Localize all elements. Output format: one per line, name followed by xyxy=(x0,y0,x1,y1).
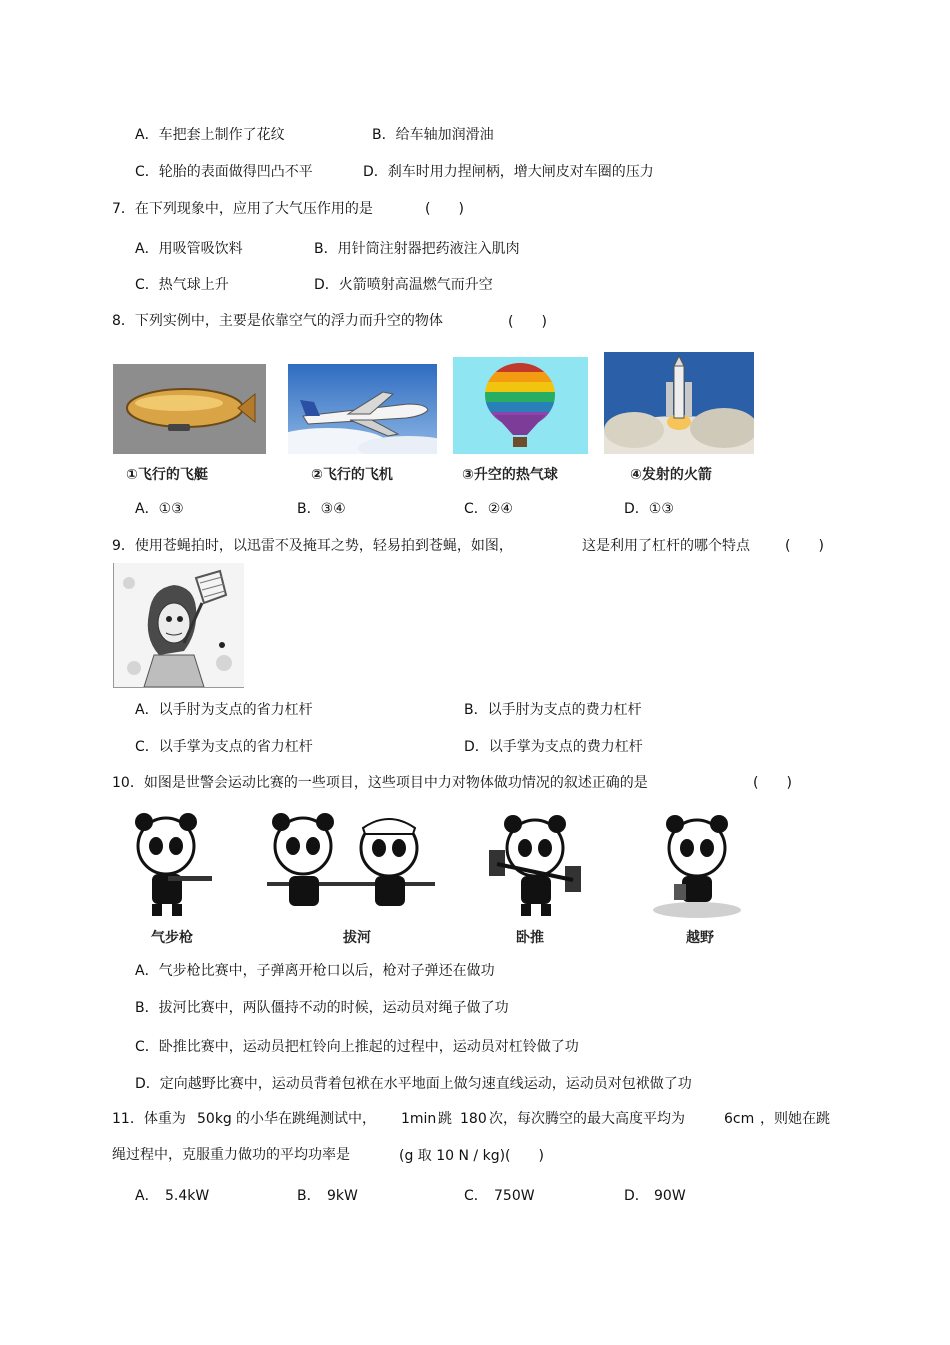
q10-option-c: C．卧推比赛中，运动员把杠铃向上推起的过程中，运动员对杠铃做了功 xyxy=(135,1039,579,1055)
q11-stem-part3: 跳 xyxy=(438,1111,452,1127)
q11-mass: 50kg xyxy=(197,1111,232,1127)
q11-stem-part4: 次，每次腾空的最大高度平均为 xyxy=(489,1111,685,1127)
balloon-caption: ③升空的热气球 xyxy=(462,467,558,483)
airplane-image xyxy=(288,364,437,454)
cross-country-panda-image xyxy=(650,810,745,920)
q6-option-d: D．刹车时用力捏闸柄，增大闸皮对车圈的压力 xyxy=(363,164,654,180)
q11-option-b-label: B． xyxy=(297,1188,321,1204)
q11-option-b-value: 9kW xyxy=(327,1188,358,1204)
q9-option-c: C．以手掌为支点的省力杠杆 xyxy=(135,739,313,755)
cross-country-caption: 越野 xyxy=(686,930,714,946)
airship-image xyxy=(113,364,266,454)
q10-answer-paren: ( ) xyxy=(753,775,792,791)
q11-stem-line2: 绳过程中，克服重力做功的平均功率是 xyxy=(112,1147,350,1163)
q11-option-c-value: 750W xyxy=(494,1188,535,1204)
q8-option-c: C．②④ xyxy=(464,501,513,517)
q10-stem: 10．如图是世警会运动比赛的一些项目，这些项目中力对物体做功情况的叙述正确的是 xyxy=(112,775,648,791)
q11-option-a-value: 5.4kW xyxy=(165,1188,210,1204)
q11-height: 6cm xyxy=(724,1111,755,1127)
rocket-launch-image xyxy=(604,352,754,454)
q11-stem-part5: ，则她在跳 xyxy=(760,1111,830,1127)
q11-g-note: (g 取 10 N / kg)( ) xyxy=(399,1148,544,1164)
q11-option-c-label: C． xyxy=(464,1188,488,1204)
q9-option-d: D．以手掌为支点的费力杠杆 xyxy=(464,739,643,755)
air-rifle-caption: 气步枪 xyxy=(151,930,193,946)
hot-air-balloon-image xyxy=(453,357,588,454)
rocket-caption: ④发射的火箭 xyxy=(630,467,712,483)
q9-answer-paren: ( ) xyxy=(785,538,824,554)
q9-stem-part2: 这是利用了杠杆的哪个特点 xyxy=(582,538,750,554)
airship-caption: ①飞行的飞艇 xyxy=(126,467,208,483)
q10-option-a: A．气步枪比赛中，子弹离开枪口以后，枪对子弹还在做功 xyxy=(135,963,495,979)
airplane-caption: ②飞行的飞机 xyxy=(311,467,393,483)
q9-option-a: A．以手肘为支点的省力杠杆 xyxy=(135,702,313,718)
q11-time: 1min xyxy=(401,1111,437,1127)
q10-option-d: D．定向越野比赛中，运动员背着包袱在水平地面上做匀速直线运动，运动员对包袱做了功 xyxy=(135,1076,692,1092)
q8-option-b: B．③④ xyxy=(297,501,346,517)
q8-option-a: A．①③ xyxy=(135,501,184,517)
q7-option-c: C．热气球上升 xyxy=(135,277,229,293)
q6-option-c: C．轮胎的表面做得凹凸不平 xyxy=(135,164,313,180)
q8-stem: 8．下列实例中，主要是依靠空气的浮力而升空的物体 xyxy=(112,313,443,329)
bench-press-caption: 卧推 xyxy=(516,930,544,946)
q6-option-b: B．给车轴加润滑油 xyxy=(372,127,494,143)
q9-stem-part1: 9．使用苍蝇拍时，以迅雷不及掩耳之势，轻易拍到苍蝇，如图， xyxy=(112,538,513,554)
q11-option-a-label: A． xyxy=(135,1188,159,1204)
tug-of-war-caption: 拔河 xyxy=(343,930,371,946)
q11-option-d-label: D． xyxy=(624,1188,649,1204)
bench-press-panda-image xyxy=(485,810,585,920)
q6-option-a: A．车把套上制作了花纹 xyxy=(135,127,285,143)
q8-answer-paren: ( ) xyxy=(508,314,547,330)
fly-swatter-image xyxy=(113,563,244,688)
q9-option-b: B．以手肘为支点的费力杠杆 xyxy=(464,702,642,718)
q11-option-d-value: 90W xyxy=(654,1188,686,1204)
q10-option-b: B．拔河比赛中，两队僵持不动的时候，运动员对绳子做了功 xyxy=(135,1000,509,1016)
q7-option-a: A．用吸管吸饮料 xyxy=(135,241,243,257)
q11-stem-part1: 11．体重为 xyxy=(112,1111,186,1127)
tug-of-war-panda-image xyxy=(265,810,437,920)
q7-answer-paren: ( ) xyxy=(425,201,464,217)
q7-option-b: B．用针筒注射器把药液注入肌肉 xyxy=(314,241,520,257)
q8-option-d: D．①③ xyxy=(624,501,674,517)
q7-option-d: D．火箭喷射高温燃气而升空 xyxy=(314,277,493,293)
air-rifle-panda-image xyxy=(128,810,218,920)
q11-stem-part2: 的小华在跳绳测试中， xyxy=(236,1111,376,1127)
q7-stem: 7．在下列现象中，应用了大气压作用的是 xyxy=(112,201,373,217)
q11-count: 180 xyxy=(460,1111,487,1127)
